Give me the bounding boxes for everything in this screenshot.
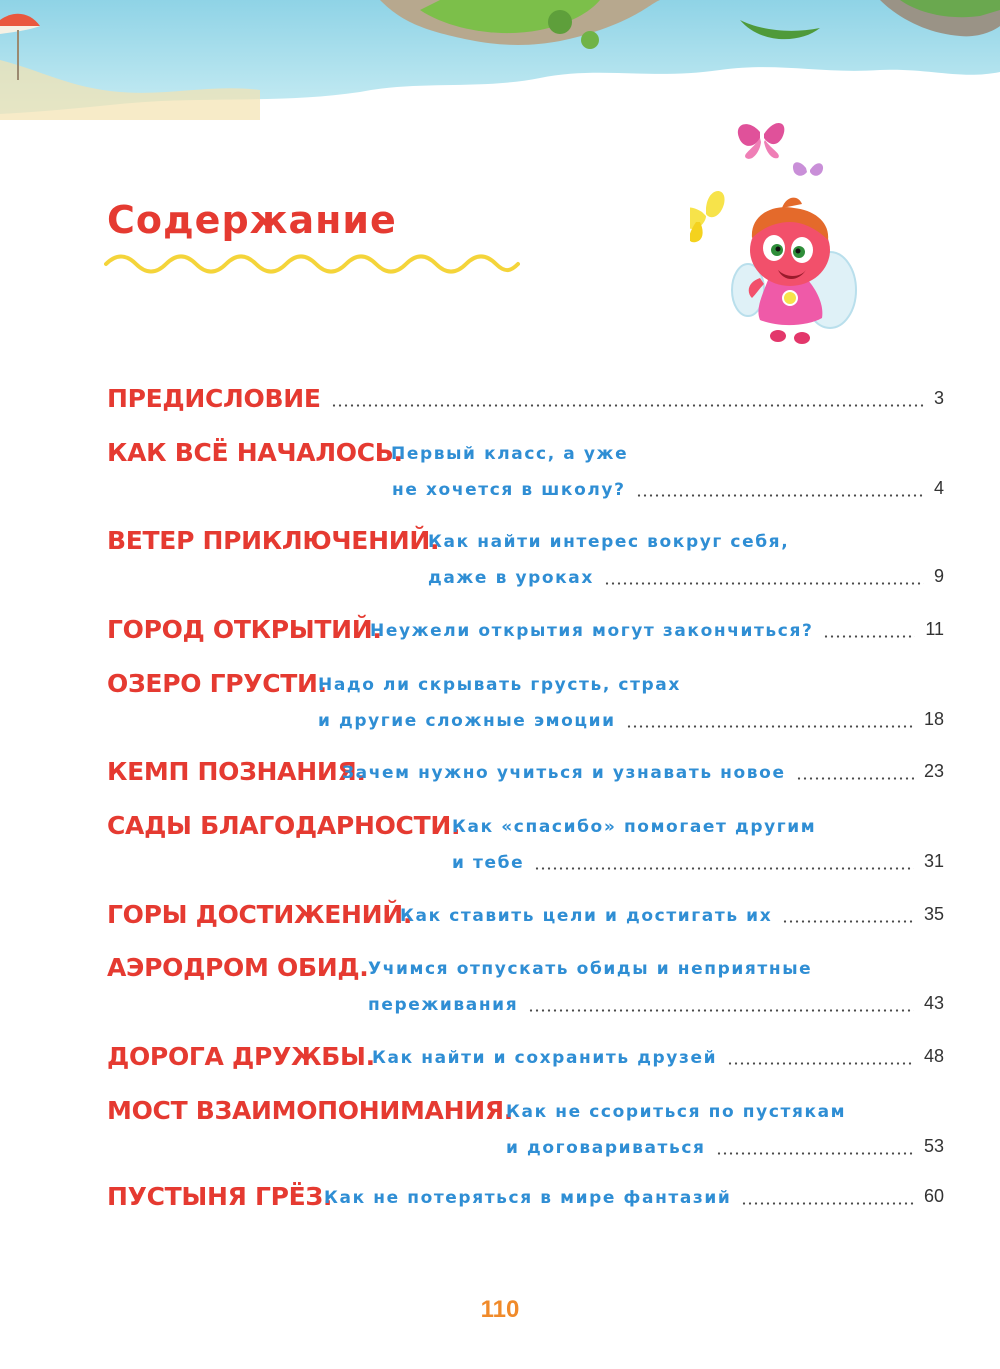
- toc-subtitle: Зачем нужно учиться и узнавать новое: [342, 763, 786, 783]
- toc-section-title: ПРЕДИСЛОВИЕ: [107, 384, 321, 413]
- page-number: 110: [480, 1296, 520, 1323]
- toc-page-number: 43: [923, 993, 944, 1013]
- toc-subtitle-continued: переживания: [368, 995, 519, 1015]
- toc-section-title: ДОРОГА ДРУЖБЫ.: [107, 1042, 375, 1071]
- toc-page-number: 31: [923, 851, 944, 871]
- butterfly-icon: [690, 191, 725, 242]
- toc-subtitle: Как «спасибо» помогает другим: [452, 817, 817, 837]
- toc-subtitle-continued: даже в уроках: [428, 568, 594, 588]
- toc-leader-dots: [796, 777, 914, 780]
- toc-subtitle: Учимся отпускать обиды и неприятные: [368, 959, 813, 979]
- page-title: Содержание: [107, 198, 397, 242]
- toc-page-number: 11: [925, 619, 944, 639]
- toc-subtitle-continued: и тебе: [452, 853, 525, 873]
- toc-leader-dots: [331, 404, 924, 407]
- toc-subtitle: Как найти интерес вокруг себя,: [428, 532, 790, 552]
- toc-page-number: 48: [923, 1046, 944, 1066]
- toc-section-title: КЕМП ПОЗНАНИЯ.: [107, 757, 366, 786]
- toc-page-number: 23: [923, 761, 944, 781]
- toc-section-title: КАК ВСЁ НАЧАЛОСЬ.: [107, 438, 403, 467]
- toc-leader-dots: [534, 867, 914, 870]
- toc-subtitle: Неужели открытия могут закончиться?: [370, 621, 814, 641]
- toc-leader-dots: [528, 1009, 914, 1012]
- toc-subtitle-continued: и договариваться: [506, 1138, 706, 1158]
- toc-leader-dots: [636, 494, 924, 497]
- toc-page-number: 9: [933, 566, 944, 586]
- toc-section-title: МОСТ ВЗАИМОПОНИМАНИЯ.: [107, 1096, 513, 1125]
- butterfly-icon: [793, 162, 823, 176]
- toc-page-number: 35: [923, 904, 944, 924]
- toc-leader-dots: [823, 635, 915, 638]
- toc-page-number: 4: [933, 478, 944, 498]
- toc-section-title: ПУСТЫНЯ ГРЁЗ.: [107, 1182, 333, 1211]
- toc-leader-dots: [782, 920, 914, 923]
- toc-subtitle-continued: не хочется в школу?: [392, 480, 626, 500]
- beach-scene-illustration: [0, 0, 1000, 120]
- title-underline-wave: [104, 252, 520, 274]
- toc-leader-dots: [727, 1062, 914, 1065]
- toc-subtitle-continued: и другие сложные эмоции: [318, 711, 616, 731]
- toc-leader-dots: [741, 1202, 914, 1205]
- toc-section-title: АЭРОДРОМ ОБИД.: [107, 953, 369, 982]
- toc-subtitle: Первый класс, а уже: [391, 444, 629, 464]
- toc-subtitle: Как не ссориться по пустякам: [506, 1102, 847, 1122]
- toc-subtitle: Надо ли скрывать грусть, страх: [318, 675, 681, 695]
- butterfly-icon: [738, 123, 785, 159]
- toc-section-title: ГОРОД ОТКРЫТИЙ.: [107, 615, 382, 644]
- toc-subtitle: Как не потеряться в мире фантазий: [324, 1188, 732, 1208]
- toc-page-number: 53: [923, 1136, 944, 1156]
- fairy-character-illustration: [690, 110, 860, 350]
- toc-leader-dots: [604, 582, 924, 585]
- toc-page-number: 18: [923, 709, 944, 729]
- toc-section-title: ОЗЕРО ГРУСТИ.: [107, 669, 327, 698]
- toc-page-number: 3: [933, 388, 944, 408]
- toc-leader-dots: [626, 725, 914, 728]
- toc-subtitle: Как ставить цели и достигать их: [400, 906, 773, 926]
- toc-leader-dots: [716, 1152, 914, 1155]
- toc-page-number: 60: [923, 1186, 944, 1206]
- toc-section-title: ВЕТЕР ПРИКЛЮЧЕНИЙ.: [107, 526, 440, 555]
- toc-section-title: ГОРЫ ДОСТИЖЕНИЙ.: [107, 900, 413, 929]
- toc-section-title: САДЫ БЛАГОДАРНОСТИ.: [107, 811, 461, 840]
- toc-subtitle: Как найти и сохранить друзей: [372, 1048, 718, 1068]
